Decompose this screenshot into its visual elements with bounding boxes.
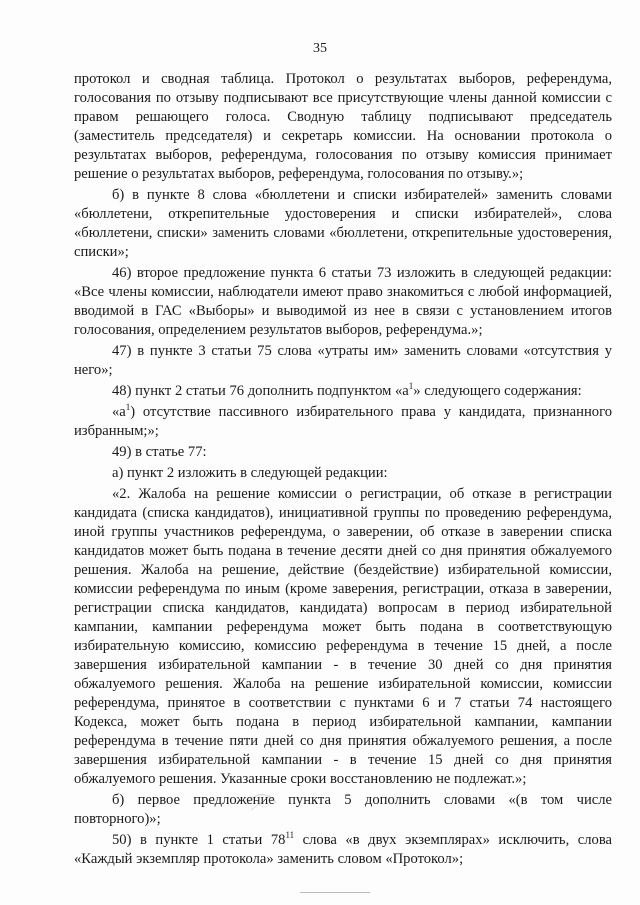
paragraph-6-text-end: ) отсутствие пассивного избирательного права у кандидата, признанного избранным;»; <box>74 404 612 439</box>
paragraph-9: «2. Жалоба на решение комиссии о регистрации, об отказе в регистрации кандидата (списка кандидатов), инициативной группы по проведению референдума, иной группы участников референдума, о заверении, об отказе в заверении списка кандидатов может быть подана в течение десяти дней со дня принятия обжалуемого решения. Жалоба на решение, действие (бездействие) избирательной комиссии, комиссии референдума по иным (кроме заверения, регистрации, отказа в заверении, регистрации списка кандидатов, кандидата) вопросам в период избирательной кампании, кампании референдума может быть подана в соответствующую избирательную комиссию, комиссию референдума в течение 15 дней, а после завершения избирательной кампании - в течение 30 дней со дня принятия обжалуемого решения. Жалоба на решение избирательной комиссии, комиссии референдума, принятое в соответствии с пунктами 6 и 7 статьи 74 настоящего Кодекса, может быть подана в период избирательной кампании, кампании референдума в течение пяти дней со дня принятия обжалуемого решения, а после завершения избирательной кампании - в течение 15 дней со дня принятия обжалуемого решения. Указанные сроки восстановлению не подлежат.»; <box>74 486 612 787</box>
document-body <box>74 70 612 871</box>
paragraph-5-text-end: » следующего содержания: <box>413 383 582 399</box>
paragraph-5-text: 48) пункт 2 статьи 76 дополнить подпунктом «а <box>112 383 409 399</box>
paragraph-6-superscript: 1 <box>125 402 131 413</box>
paragraph-11 <box>74 831 612 869</box>
page-number: 35 <box>313 41 327 56</box>
paragraph-11-text-end: слова «в двух экземплярах» исключить, слова «Каждый экземпляр протокола» заменить словом «Протокол»; <box>74 832 612 867</box>
paragraph-11-superscript: 11 <box>285 830 295 841</box>
paragraph-6 <box>74 403 612 441</box>
paragraph-4: 47) в пункте 3 статьи 75 слова «утраты им» заменить словами «отсутствия у него»; <box>74 343 612 378</box>
paragraph-6-text: «а <box>112 404 126 420</box>
paragraph-11-text: 50) в пункте 1 статьи 78 <box>112 832 286 848</box>
paragraph-7: 49) в статье 77: <box>112 444 207 460</box>
paragraph-10: б) первое предложение пункта 5 дополнить словами «(в том числе повторного)»; <box>74 792 612 827</box>
paragraph-8: а) пункт 2 изложить в следующей редакции: <box>112 465 388 481</box>
paragraph-5 <box>74 382 612 401</box>
stamp-mark-icon <box>226 765 296 835</box>
paragraph-2: б) в пункте 8 слова «бюллетени и списки избирателей» заменить словами «бюллетени, открепительные удостоверения и списки избирателей», слова «бюллетени, списки» заменить словами «бюллетени, открепительные удостоверения, списки»; <box>74 187 612 260</box>
paragraph-5-superscript: 1 <box>408 381 414 392</box>
scan-artifact-line <box>300 892 370 893</box>
paragraph-1: протокол и сводная таблица. Протокол о результатах выборов, референдума, голосования по отзыву подписывают все присутствующие члены данной комиссии с правом решающего голоса. Сводную таблицу подписывают председатель (заместитель председателя) и секретарь комиссии. На основании протокола о результатах выборов, референдума, голосования по отзыву комиссия принимает решение о результатах выборов, референдума, голосования по отзыву.»; <box>74 71 612 182</box>
paragraph-3: 46) второе предложение пункта 6 статьи 73 изложить в следующей редакции: «Все члены комиссии, наблюдатели имеют право знакомиться с любой информацией, вводимой в ГАС «Выборы» и выводимой из нее в связи с установлением итогов голосования, определением результатов выборов, референдума.»; <box>74 265 612 338</box>
